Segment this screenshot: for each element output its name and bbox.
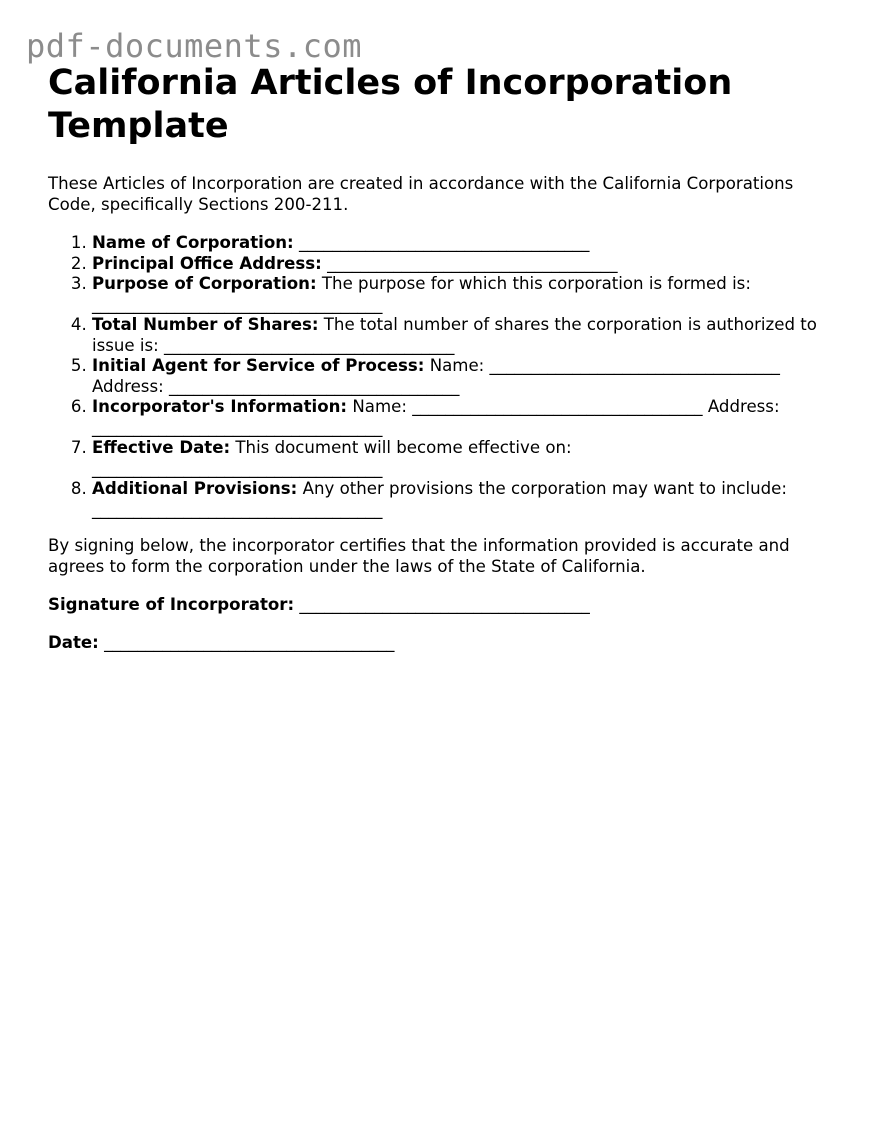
signature-line [48,595,838,616]
articles-list [48,233,838,520]
document-page [48,62,838,653]
certification-paragraph: By signing below, the incorporator certifies that the information provided is accurate and agrees to form the corporation under the laws of the State of California. [48,536,790,576]
agent-address-label: Address: [92,376,164,396]
additional-provisions-blank[interactable]: ___________________________________ [92,499,383,519]
list-item-purpose [92,274,838,315]
document-title: California Articles of Incorporation Template [48,63,733,146]
total-shares-blank[interactable]: ___________________________________ [164,335,455,355]
item-label: Name of Corporation: [92,233,294,252]
item-text: The total number of shares the corporation is authorized to issue is: [92,315,817,355]
item-text: Any other provisions the corporation may want to include: [302,479,787,498]
incorporator-name-blank[interactable]: ___________________________________ [412,397,703,416]
list-item-initial-agent [92,356,838,397]
signature-blank[interactable]: ___________________________________ [299,595,590,614]
intro-paragraph: These Articles of Incorporation are created in accordance with the California Corporations Code, specifically Sections 200-211. [48,174,794,214]
item-text: This document will become effective on: [235,438,572,457]
agent-name-blank[interactable]: ___________________________________ [489,356,780,375]
incorporator-address-blank[interactable]: ___________________________________ [92,417,383,437]
list-item-total-shares [92,315,838,356]
agent-name-label: Name: [429,356,485,375]
list-item-effective-date [92,438,838,479]
incorporator-address-label: Address: [707,397,780,416]
list-item-name-of-corporation [92,233,838,254]
incorporator-name-label: Name: [352,397,407,416]
date-blank[interactable]: ___________________________________ [104,632,395,652]
item-label: Principal Office Address: [92,253,322,273]
purpose-blank[interactable]: ___________________________________ [92,294,383,314]
item-label: Additional Provisions: [92,479,298,498]
item-label: Incorporator's Information: [92,397,348,416]
date-line [48,633,838,654]
agent-address-blank[interactable]: ___________________________________ [168,376,460,396]
principal-office-blank[interactable]: ___________________________________ [327,253,618,273]
item-label: Effective Date: [92,438,231,457]
signature-label: Signature of Incorporator: [48,595,295,614]
list-item-incorporator-info [92,397,838,438]
item-label: Purpose of Corporation: [92,274,317,293]
watermark: pdf-documents.com [26,27,363,65]
date-label: Date: [48,632,99,652]
effective-date-blank[interactable]: ___________________________________ [92,458,383,478]
list-item-additional-provisions [92,479,838,520]
item-text: The purpose for which this corporation is formed is: [321,274,751,293]
list-item-principal-office [92,254,838,275]
item-label: Total Number of Shares: [92,315,319,334]
item-label: Initial Agent for Service of Process: [92,356,425,375]
name-of-corporation-blank[interactable]: ___________________________________ [298,233,590,252]
